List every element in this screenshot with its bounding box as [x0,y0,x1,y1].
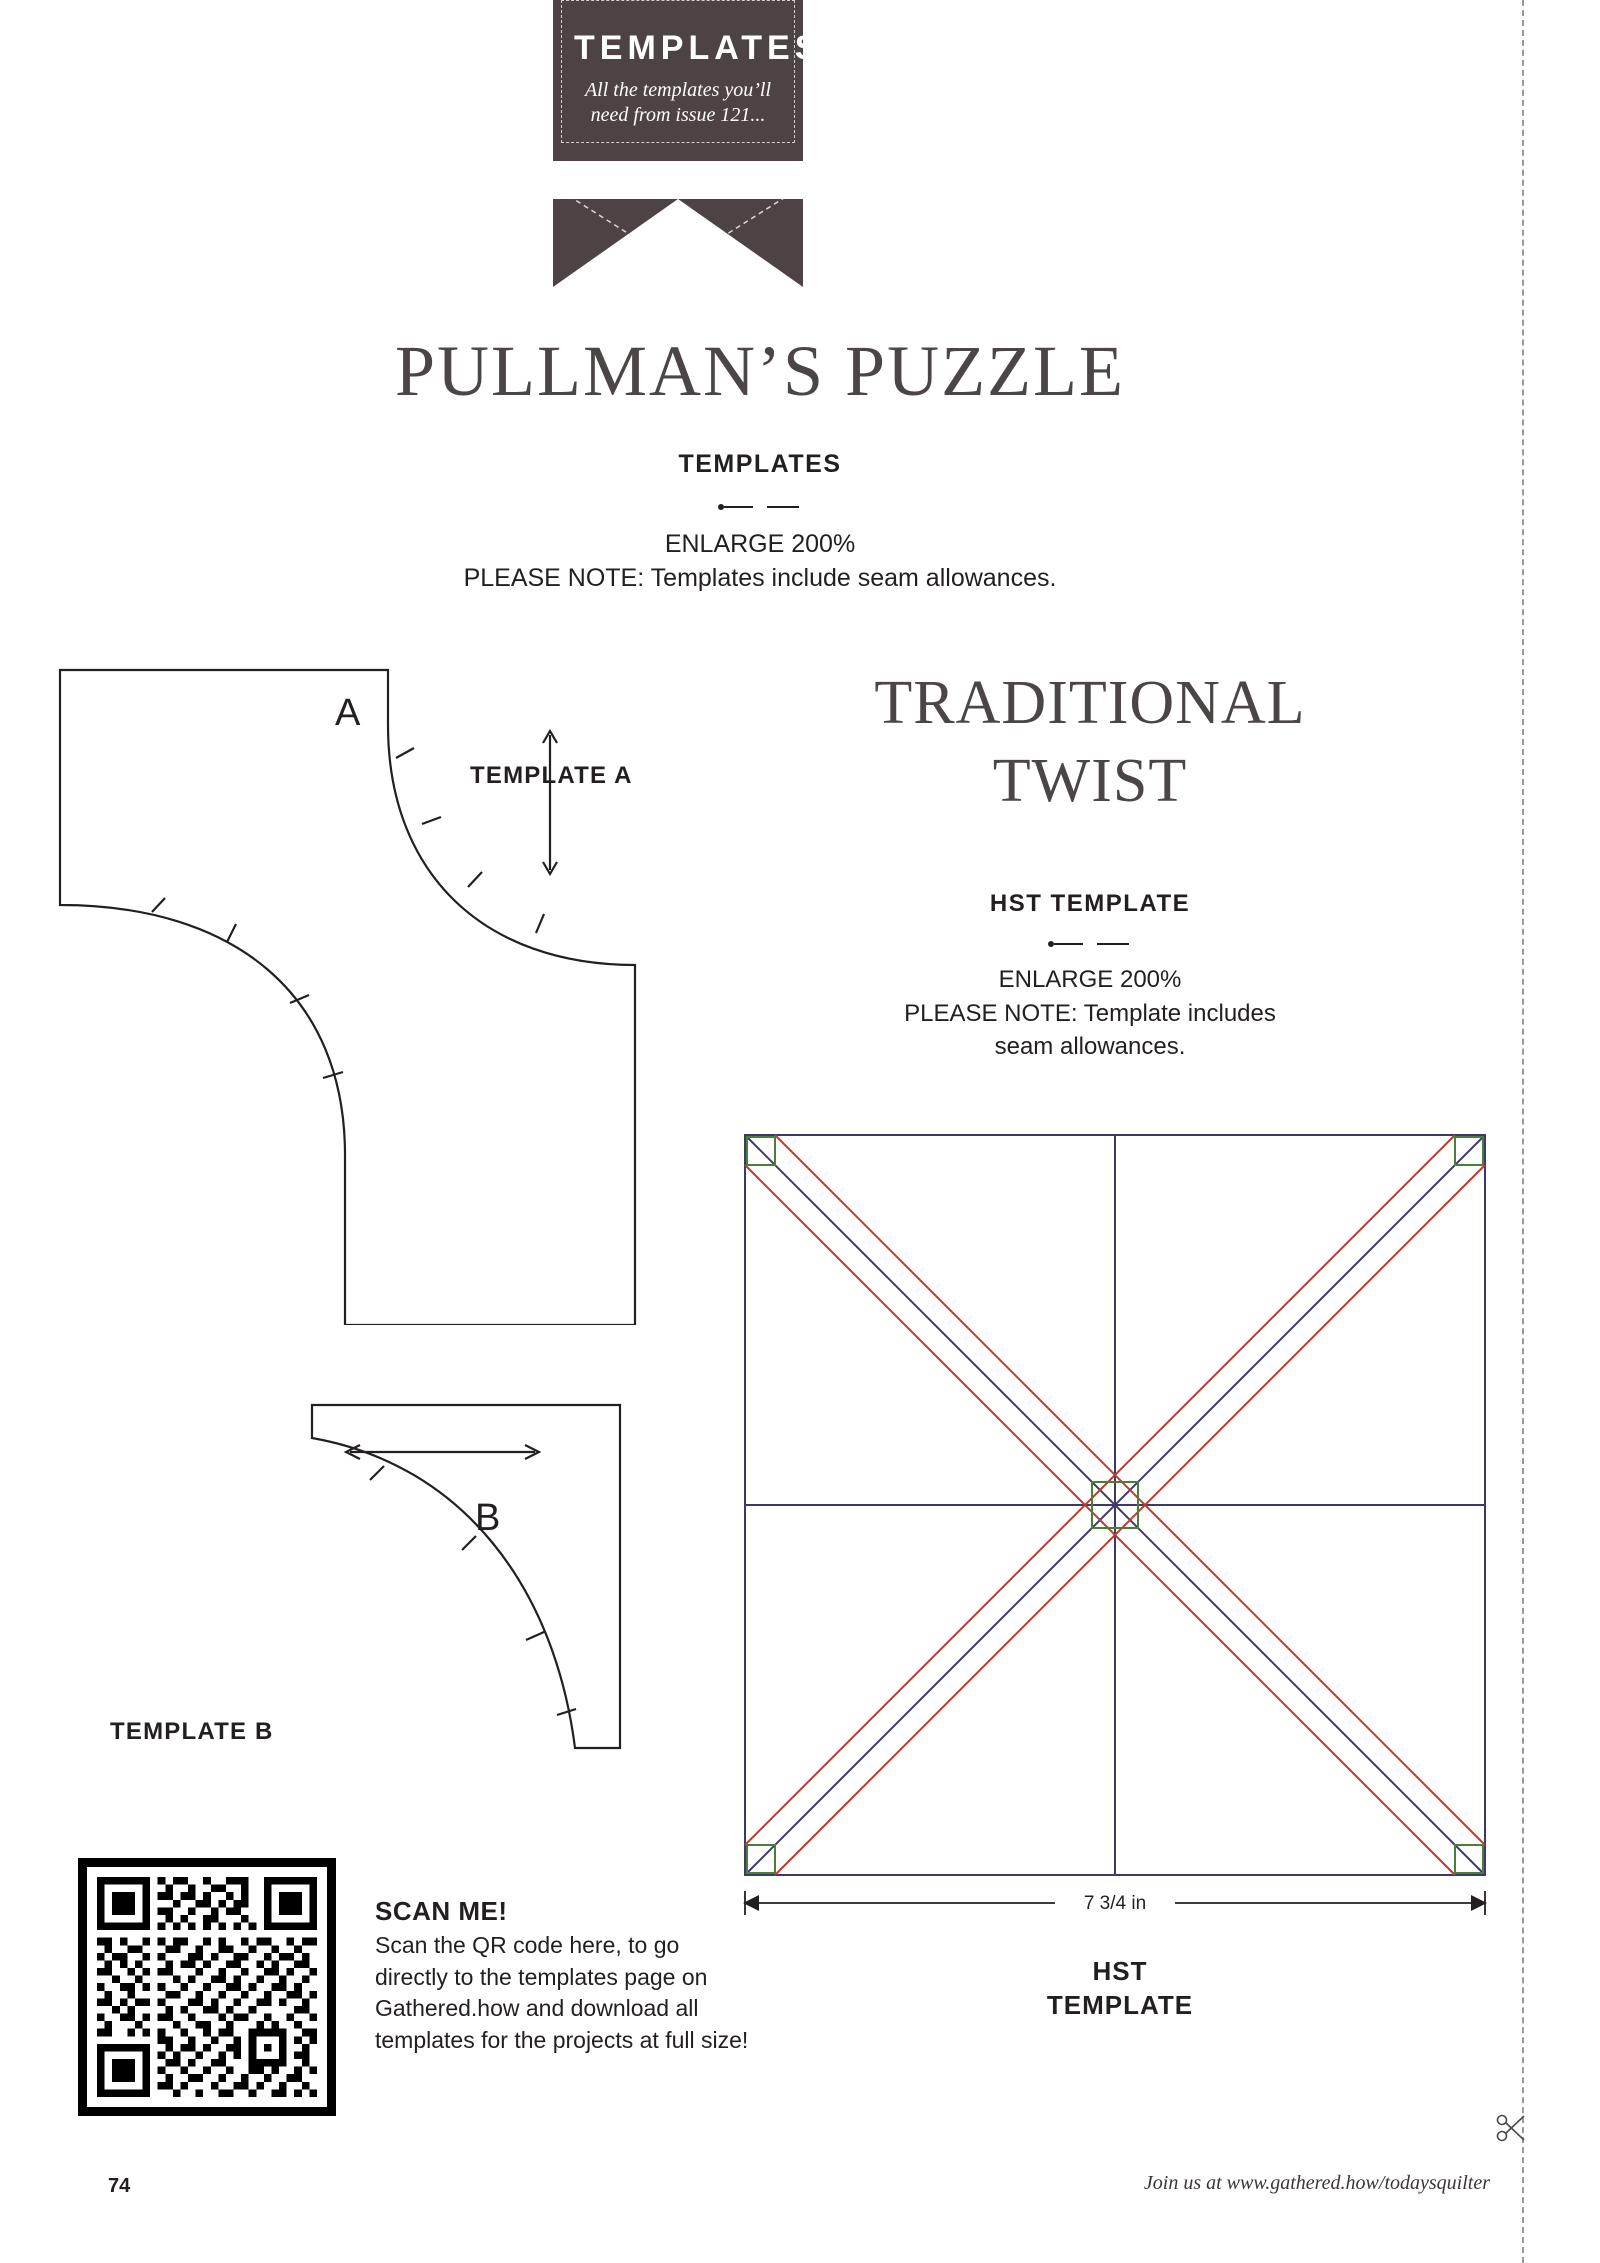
template-b-label: TEMPLATE B [110,1718,274,1745]
hst-caption-line1: HST [1092,1956,1148,1986]
secondary-title-line1: TRADITIONAL [874,669,1306,737]
enlarge-percent: ENLARGE 200% [664,530,856,558]
footer-note: Join us at www.gathered.how/todaysquilter [1143,2172,1490,2194]
page-title: PULLMAN’S PUZZLE [395,331,1125,411]
scan-me-title: SCAN ME! [375,1896,508,1926]
template-a-letter: A [335,692,361,734]
templates-banner [553,0,823,161]
hst-note-line2: seam allowances. [994,1033,1186,1061]
template-b-letter: B [475,1497,501,1539]
hst-note-line1: PLEASE NOTE: Template includes [904,999,1276,1027]
secondary-title-line2: TWIST [992,746,1188,815]
hst-dimension-label: 7 3/4 in [1083,1893,1147,1914]
hst-caption-line2: TEMPLATE [1046,1989,1194,2020]
hst-enlarge-instructions [790,963,1390,1064]
secondary-title [760,665,1420,820]
scan-me-text: Scan the QR code here, to go directly to the templates page on Gathered.how and download all templates for the projects at full size! [375,1932,749,2053]
scissors-icon [1492,2108,1532,2148]
ornament-rule [0,500,1520,518]
ornament-rule-2 [760,937,1420,955]
qr-code-image [97,1877,317,2097]
qr-code[interactable] [78,1858,336,2116]
banner-point [553,199,803,287]
banner-title: TEMPLATES [574,29,823,67]
enlarge-instructions [0,528,1520,596]
templates-sub-label: TEMPLATES [678,450,842,478]
page-number: 74 [108,2175,131,2197]
banner-subtitle-line1: All the templates you’ll [584,79,772,101]
hst-sub-label: HST TEMPLATE [989,890,1191,917]
cut-line [1522,0,1524,2263]
template-a-label: TEMPLATE A [470,762,633,789]
hst-enlarge-percent: ENLARGE 200% [998,966,1182,993]
hst-caption [740,1955,1500,2023]
banner-subtitle-line2: need from issue 121... [590,104,766,126]
template-b-shape [280,1400,640,1765]
seam-allowance-note: PLEASE NOTE: Templates include seam allowances. [463,563,1057,592]
hst-template-diagram [735,1125,1495,1960]
